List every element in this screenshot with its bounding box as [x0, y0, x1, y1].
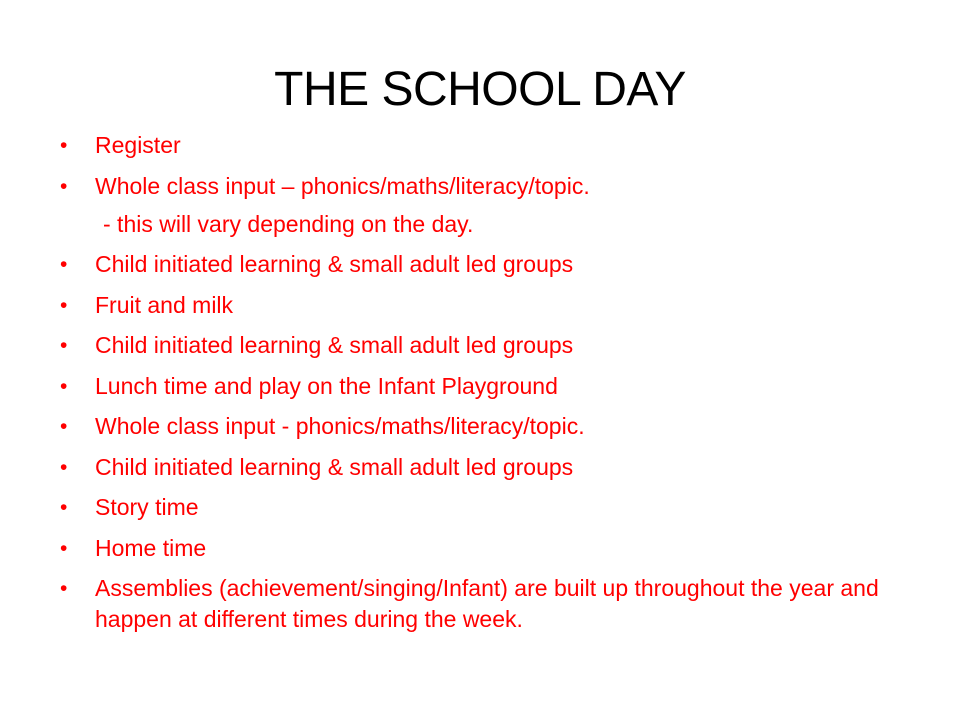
bullet-icon: • [60, 496, 68, 519]
bullet-text: Assemblies (achievement/singing/Infant) are built up throughout the year and happen at different times during the week. [95, 575, 879, 632]
bullet-item-home-time [60, 533, 920, 564]
bullet-item-fruit-milk [60, 290, 920, 321]
bullet-text: Whole class input - phonics/maths/literacy/topic. [95, 413, 585, 439]
bullet-item-child-initiated [60, 249, 920, 280]
bullet-text: Child initiated learning & small adult led groups [95, 453, 574, 480]
bullet-item-assemblies [60, 573, 920, 635]
bullet-text: Child initiated learning & small adult led groups [95, 251, 574, 277]
bullet-item-child-initiated [60, 452, 920, 483]
bullet-item-sub-note [60, 209, 920, 240]
bullet-text: Whole class input – phonics/maths/literacy/topic. [95, 172, 590, 199]
slide-title: THE SCHOOL DAY [274, 63, 686, 116]
bullet-icon: • [60, 374, 68, 398]
bullet-item-register [60, 130, 920, 161]
bullet-text: Child initiated learning & small adult led groups [95, 332, 574, 358]
bullet-text: Lunch time and play on the Infant Playground [95, 372, 558, 399]
bullet-item-story-time [60, 492, 920, 523]
bullet-item-child-initiated [60, 330, 920, 361]
bullet-text: Story time [95, 494, 199, 520]
bullet-icon: • [60, 253, 68, 276]
bullet-item-whole-class-input [60, 411, 920, 442]
bullet-icon: • [60, 334, 68, 357]
bullet-icon: • [60, 293, 68, 317]
bullet-text: Home time [95, 534, 207, 561]
bullet-text: Fruit and milk [95, 291, 234, 318]
bullet-icon: • [60, 134, 68, 157]
bullet-icon: • [60, 577, 68, 600]
bullet-list [60, 130, 920, 645]
bullet-item-whole-class-input [60, 171, 920, 202]
bullet-text: Register [95, 132, 181, 158]
bullet-item-lunch-time [60, 371, 920, 402]
bullet-icon: • [60, 536, 68, 560]
bullet-icon: • [60, 415, 68, 438]
bullet-icon: • [60, 174, 68, 198]
bullet-text: - this will vary depending on the day. [103, 210, 474, 237]
bullet-icon: • [60, 455, 68, 479]
